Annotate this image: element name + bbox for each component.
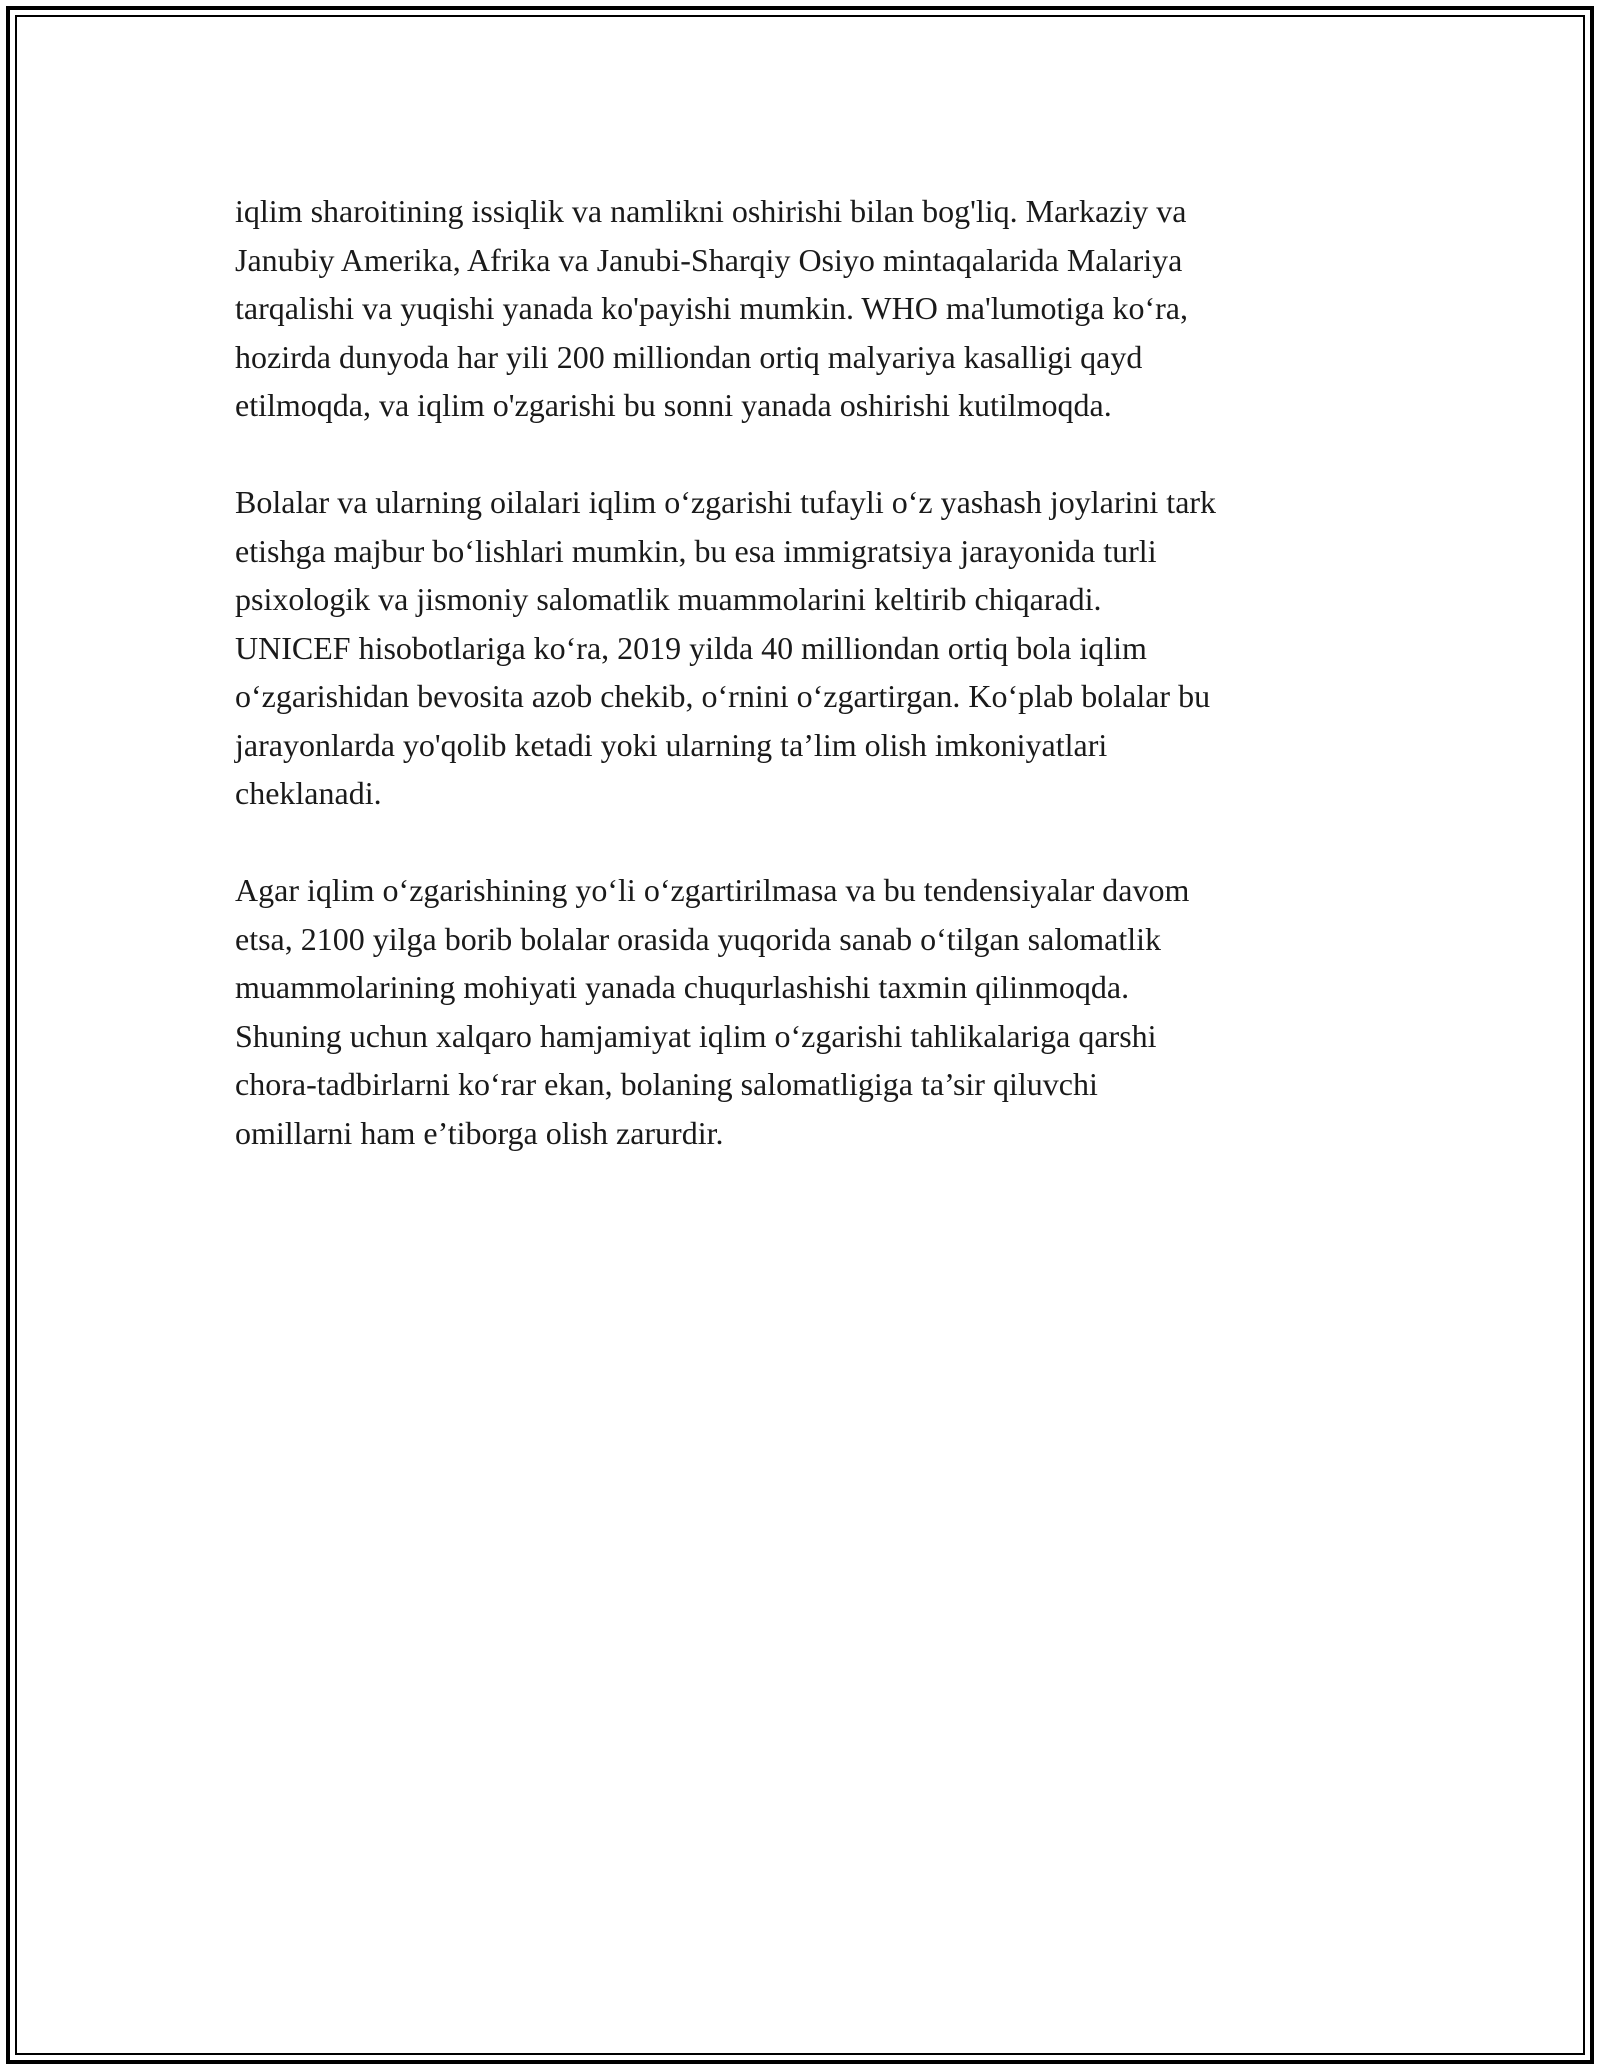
text-line: Shuning uchun xalqaro hamjamiyat iqlim o‘zgarishi tahlikalariga qarshi (235, 1017, 1157, 1054)
paragraph-displacement (235, 478, 1375, 818)
text-line: etishga majbur bo‘lishlari mumkin, bu esa immigratsiya jarayonida turli (235, 532, 1157, 569)
text-line: etilmoqda, va iqlim o'zgarishi bu sonni yanada oshirishi kutilmoqda. (235, 387, 1112, 423)
text-line: UNICEF hisobotlariga ko‘ra, 2019 yilda 40 milliondan ortiq bola iqlim (235, 629, 1147, 666)
text-line: muammolarining mohiyati yanada chuqurlashishi taxmin qilinmoqda. (235, 969, 1130, 1005)
text-line: cheklanadi. (235, 775, 382, 811)
document-body (235, 187, 1375, 1206)
text-line: o‘zgarishidan bevosita azob chekib, o‘rnini o‘zgartirgan. Ko‘plab bolalar bu (235, 678, 1211, 714)
text-line: jarayonlarda yo'qolib ketadi yoki ularning ta’lim olish imkoniyatlari (235, 726, 1108, 763)
text-line: Janubiy Amerika, Afrika va Janubi-Sharqiy Osiyo mintaqalarida Malariya (235, 241, 1183, 278)
text-line: etsa, 2100 yilga borib bolalar orasida yuqorida sanab o‘tilgan salomatlik (235, 920, 1161, 957)
paragraph-conclusion (235, 866, 1375, 1157)
paragraph-malaria (235, 187, 1375, 430)
text-line: chora-tadbirlarni ko‘rar ekan, bolaning salomatligiga ta’sir qiluvchi (235, 1066, 1098, 1102)
text-line: psixologik va jismoniy salomatlik muammolarini keltirib chiqaradi. (235, 581, 1102, 617)
text-line: omillarni ham e’tiborga olish zarurdir. (235, 1114, 724, 1151)
text-line: Agar iqlim o‘zgarishining yo‘li o‘zgartirilmasa va bu tendensiyalar davom (235, 872, 1190, 908)
text-line: hozirda dunyoda har yili 200 milliondan ortiq malyariya kasalligi qayd (235, 338, 1143, 375)
text-line: iqlim sharoitining issiqlik va namlikni oshirishi bilan bog'liq. Markaziy va (235, 193, 1187, 229)
text-line: Bolalar va ularning oilalari iqlim o‘zgarishi tufayli o‘z yashash joylarini tark (235, 484, 1217, 520)
text-line: tarqalishi va yuqishi yanada ko'payishi mumkin. WHO ma'lumotiga ko‘ra, (235, 290, 1188, 326)
